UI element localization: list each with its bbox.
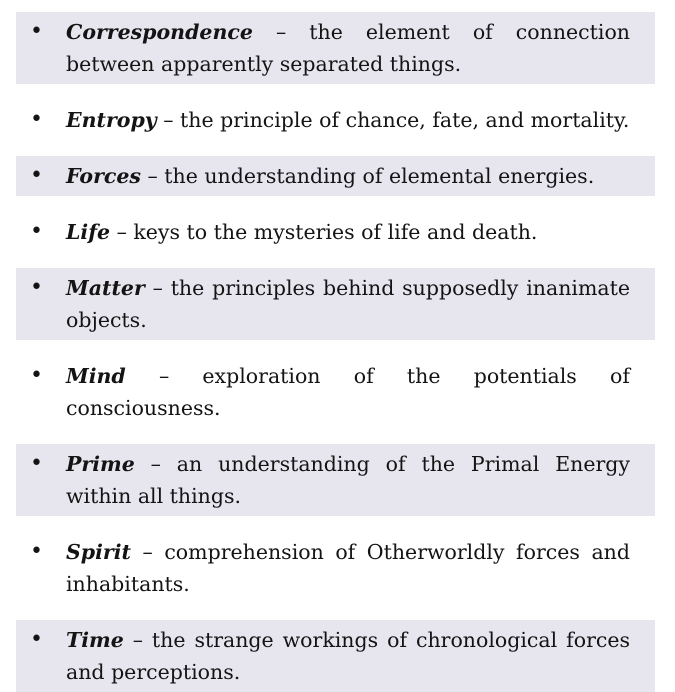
description-entropy: – the principle of chance, fate, and mortality. xyxy=(156,108,630,132)
term-prime: Prime xyxy=(66,452,135,476)
bullet-icon: • xyxy=(30,539,43,564)
term-entropy: Entropy xyxy=(66,108,157,132)
term-spirit: Spirit xyxy=(66,540,131,564)
term-life: Life xyxy=(66,220,111,244)
list-item-matter xyxy=(16,268,655,340)
term-mind: Mind xyxy=(66,364,126,388)
term-correspondence: Correspondence xyxy=(66,20,253,44)
list-item-time xyxy=(16,620,655,692)
bullet-icon: • xyxy=(30,219,43,244)
term-time: Time xyxy=(66,628,124,652)
description-forces: – the understanding of elemental energies. xyxy=(140,164,595,188)
term-matter: Matter xyxy=(66,276,145,300)
description-time: – the strange workings of chronological forces and perceptions. xyxy=(66,628,630,684)
list-item-correspondence xyxy=(16,12,655,84)
description-matter: – the principles behind supposedly inanimate objects. xyxy=(66,276,630,332)
bullet-icon: • xyxy=(30,107,43,132)
bullet-icon: • xyxy=(30,451,43,476)
list-item-spirit xyxy=(16,532,655,604)
bullet-icon: • xyxy=(30,163,43,188)
list-item-mind xyxy=(16,356,655,428)
bullet-icon: • xyxy=(30,627,43,652)
spheres-list xyxy=(16,12,655,692)
bullet-icon: • xyxy=(30,363,43,388)
list-item-forces xyxy=(16,156,655,196)
bullet-icon: • xyxy=(30,275,43,300)
description-spirit: – comprehension of Otherworldly forces and inhabitants. xyxy=(66,540,630,596)
description-prime: – an understanding of the Primal Energy within all things. xyxy=(66,452,630,508)
list-item-life xyxy=(16,212,655,252)
list-item-entropy xyxy=(16,100,655,140)
term-forces: Forces xyxy=(66,164,141,188)
description-correspondence: – the element of connection between apparently separated things. xyxy=(66,20,630,76)
list-item-prime xyxy=(16,444,655,516)
bullet-icon: • xyxy=(30,19,43,44)
description-life: – keys to the mysteries of life and death. xyxy=(110,220,538,244)
description-mind: – exploration of the potentials of consciousness. xyxy=(66,364,630,420)
